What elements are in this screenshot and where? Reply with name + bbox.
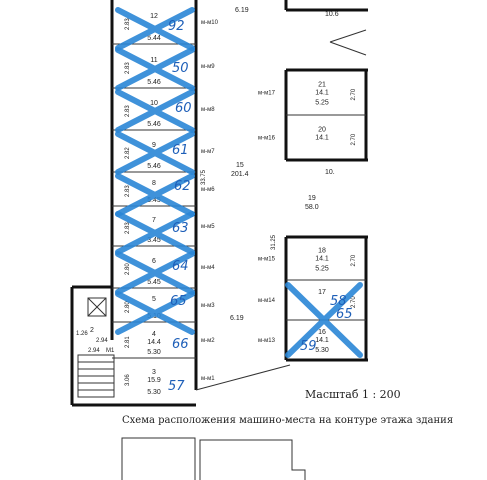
stall-depth: 2.80 bbox=[125, 263, 131, 275]
stall-mark: м-м14 bbox=[258, 298, 275, 304]
stall-width: 5.44 bbox=[147, 35, 161, 42]
stall-number: 21 bbox=[318, 81, 326, 89]
stall-mark: м-м5 bbox=[201, 224, 215, 230]
stall-area: 14.1 bbox=[315, 89, 329, 97]
stall-area: 14.1 bbox=[315, 134, 329, 142]
handwritten-number: 65 bbox=[170, 294, 187, 309]
stall-width: 5.46 bbox=[147, 121, 161, 128]
stall-area: 15.9 bbox=[147, 377, 161, 384]
stall-mark: м-м3 bbox=[201, 303, 215, 309]
stall-depth: 2.70 bbox=[351, 133, 357, 146]
corridor-area: 201.4 bbox=[231, 171, 249, 178]
stall-depth: 3.06 bbox=[125, 374, 131, 386]
corridor-number: 15 bbox=[236, 162, 244, 169]
stall-width: 5.45 bbox=[147, 197, 161, 204]
building-walls bbox=[72, 0, 368, 405]
stall-width: 5.30 bbox=[147, 349, 161, 356]
handwritten-number: 92 bbox=[168, 19, 185, 34]
stall-area: 14.1 bbox=[315, 337, 329, 344]
dim-mid-width: 6.19 bbox=[230, 315, 244, 322]
dim-top-width: 6.19 bbox=[235, 7, 249, 14]
handwritten-number: 50 bbox=[172, 61, 189, 76]
stall-depth: 2.80 bbox=[125, 301, 131, 313]
stall-depth: 2.81 bbox=[125, 336, 131, 348]
stall-number: 17 bbox=[318, 289, 326, 296]
stall-mark: м-м4 bbox=[201, 265, 215, 271]
stall-mark: м-м16 bbox=[258, 135, 275, 142]
stall-depth: 2.83 bbox=[125, 105, 131, 117]
stall-number: 9 bbox=[152, 142, 156, 149]
stall-width: 5.45 bbox=[147, 279, 161, 286]
stall-width: 5.46 bbox=[147, 79, 161, 86]
stall-mark: м-м9 bbox=[201, 64, 215, 70]
stair-depth: 1.26 bbox=[76, 331, 88, 337]
stall-width: 5.30 bbox=[147, 389, 161, 396]
stall-mark: м-м13 bbox=[258, 338, 275, 344]
stair-dim-2: 2.94 bbox=[88, 348, 100, 354]
stall-width: 5.46 bbox=[147, 163, 161, 170]
stall-depth: 2.83 bbox=[125, 62, 131, 74]
stall-width: 5.25 bbox=[315, 265, 329, 273]
stall-number: 3 bbox=[152, 369, 156, 376]
stall-depth: 2.83 bbox=[125, 222, 131, 234]
stall-mark: м-м10 bbox=[201, 20, 218, 26]
stall-mark: м-м8 bbox=[201, 107, 215, 113]
stall-number: 4 bbox=[152, 331, 156, 338]
handwritten-number: 63 bbox=[172, 221, 189, 236]
stall-depth: 2.83 bbox=[125, 18, 131, 30]
stall-mark: м-м15 bbox=[258, 256, 275, 263]
stair-block bbox=[76, 298, 115, 397]
stall-number: 10 bbox=[150, 100, 158, 107]
stall-number: 16 bbox=[318, 329, 326, 336]
stall-number: 20 bbox=[318, 126, 326, 134]
handwritten-number: 60 bbox=[175, 101, 192, 116]
handwritten-number: 66 bbox=[172, 337, 189, 352]
handwritten-number: 58 bbox=[330, 294, 347, 309]
stall-mark: м-м1 bbox=[201, 376, 215, 382]
stall-mark: м-м2 bbox=[201, 338, 215, 344]
stall-number: 5 bbox=[152, 296, 156, 303]
stall-area: 14.4 bbox=[147, 339, 161, 346]
stall-width: 5.30 bbox=[315, 347, 329, 354]
stall-number: 7 bbox=[152, 217, 156, 224]
lower-length: 31.25 bbox=[271, 234, 277, 250]
dim-right-top: 10.6 bbox=[325, 11, 339, 18]
handwritten-number: 65 bbox=[336, 307, 353, 322]
handwritten-number: 64 bbox=[172, 259, 189, 274]
stall-number: 6 bbox=[152, 258, 156, 265]
handwritten-number: 61 bbox=[172, 143, 189, 158]
stall-depth: 2.82 bbox=[125, 147, 131, 159]
direction-arrow-icon bbox=[330, 30, 366, 55]
dim-right-mid: 10. bbox=[325, 169, 335, 176]
stall-width: 3.45 bbox=[147, 237, 161, 244]
stall-number: 11 bbox=[150, 57, 158, 64]
corridor-length: 33.75 bbox=[201, 169, 207, 185]
stall-width: 5.10 bbox=[147, 313, 161, 320]
stall-mark: м-м17 bbox=[258, 90, 275, 97]
plan-caption: Схема расположения машино-места на контуре этажа здания bbox=[122, 415, 454, 426]
stair-dim-1: 2.94 bbox=[96, 338, 108, 344]
handwritten-number: 59 bbox=[300, 339, 317, 354]
handwritten-number: 62 bbox=[174, 179, 191, 194]
stall-number: 8 bbox=[152, 180, 156, 187]
stall-width: 5.25 bbox=[315, 99, 329, 107]
stall-area: 14.1 bbox=[315, 255, 329, 263]
stall-depth: 2.70 bbox=[351, 296, 357, 308]
stair-number: 2 bbox=[90, 327, 94, 334]
handwritten-number: 57 bbox=[168, 379, 185, 394]
stall-number: 18 bbox=[318, 247, 326, 255]
room19-number: 19 bbox=[308, 195, 316, 202]
lower-building-outline bbox=[122, 438, 305, 480]
stall-number: 12 bbox=[150, 13, 158, 20]
stall-depth: 2.70 bbox=[351, 254, 357, 267]
stall-depth: 2.83 bbox=[125, 185, 131, 197]
stall-mark: м-м6 bbox=[201, 187, 215, 193]
room19-area: 58.0 bbox=[305, 204, 319, 211]
stall-mark: м-м7 bbox=[201, 149, 215, 155]
scale-label: Масштаб 1 : 200 bbox=[305, 388, 401, 401]
stair-mark: М1 bbox=[106, 348, 115, 354]
stall-depth: 2.70 bbox=[351, 88, 357, 101]
